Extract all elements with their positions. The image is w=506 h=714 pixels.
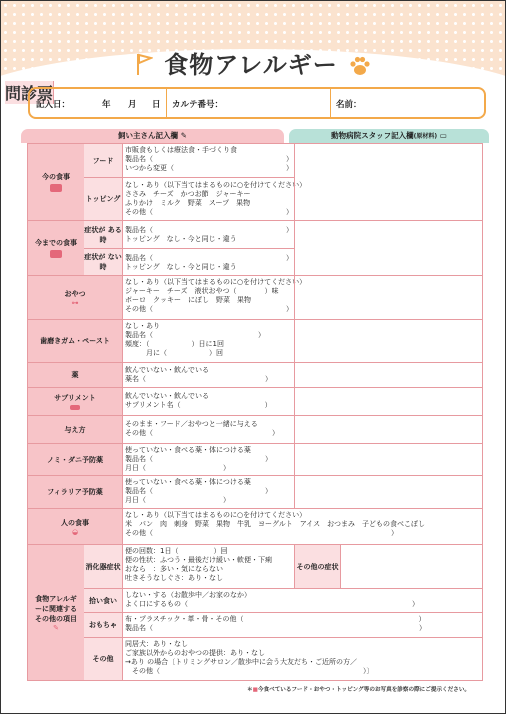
other-field[interactable]: 同居犬：あり・なし ご家族以外からのおやつの提供：あり・なし →あり の場合〔トリミングサロン／散歩中に会う大友だち・ご近所の方／ その他（ ）〕	[125, 640, 374, 675]
human-food-category: 人の食事 ◒	[28, 509, 123, 544]
supplement-category: サプリメント	[28, 388, 123, 415]
footer-note: ＊■今食べているフード・おやつ・トッピング等のお写真を診察の際にご提示ください。	[247, 687, 471, 693]
flea-category: ノミ・ダニ予防薬	[28, 444, 123, 475]
title-sub: 問診票	[5, 81, 54, 104]
filaria-category: フィラリア予防薬	[28, 476, 123, 508]
info-bar	[28, 87, 486, 119]
day-label: 日	[152, 100, 161, 110]
staff-column[interactable]	[294, 144, 483, 508]
pickup-label: 拾い食い	[84, 589, 123, 612]
symptom-yes-field[interactable]: 製品名（ ） トッピング なし・今と同じ・違う	[125, 226, 293, 243]
symptom-no-field[interactable]: 製品名（ ） トッピング なし・今と同じ・違う	[125, 254, 293, 271]
digest-label: 消化器症状	[84, 545, 123, 588]
pill-icon	[70, 405, 80, 410]
medicine-category: 薬	[28, 363, 123, 387]
title-main: 食物アレルギー	[164, 51, 338, 79]
pickup-field[interactable]: しない・する（お散歩中／お家のなか） よく口にするもの（ ）	[125, 591, 419, 608]
medicine-field[interactable]: 飲んでいない・飲んでいる 薬名（ ）	[125, 366, 272, 383]
paw-icon	[349, 55, 371, 81]
toy-label: おもちゃ	[84, 613, 123, 637]
food-label: フード	[84, 144, 123, 177]
page-title	[1, 45, 505, 103]
folder-icon: ▭	[439, 131, 447, 140]
pencil-icon: ✎	[180, 131, 187, 140]
symptom-no-label: 症状が ない時	[84, 249, 123, 275]
topping-label: トッピング	[84, 178, 123, 220]
snack-category: おやつ ⊶	[28, 276, 123, 319]
year-label: 年	[102, 100, 111, 110]
how-give-field[interactable]: そのまま・フード／おやつと一緒に与える その他（ ）	[125, 420, 279, 437]
current-food-category: 今の食事	[28, 144, 85, 220]
human-food-field[interactable]: なし・あり（以下当てはまるものに○を付けてください） 米 パン 肉 刺身 野菜 果物 牛乳 ヨーグルト アイス おつまみ 子どもの食べこぼし その他（ ）	[125, 511, 426, 537]
other-label: その他	[84, 638, 123, 680]
flea-field[interactable]: 使っていない・食べる薬・体につける薬 製品名（ ） 月日（ ）	[125, 446, 272, 472]
bone-icon: ⊶	[71, 298, 79, 307]
past-food-category: 今までの食事	[28, 221, 85, 275]
other-symptom-label: その他の症状	[294, 545, 341, 588]
food-field[interactable]: 市販食もしくは療法食・手づくり食 製品名（ ） いつから変更（ ）	[125, 146, 293, 172]
filaria-field[interactable]: 使っていない・食べる薬・体につける薬 製品名（ ） 月日（ ）	[125, 478, 272, 504]
dental-field[interactable]: なし・あり 製品名（ ） 頻度：（ ）日に1回 月に（ ）回	[125, 322, 265, 357]
camera-icon: ■	[252, 687, 258, 693]
topping-field[interactable]: なし・あり（以下当てはまるものに○を付けてください） ささみ チーズ かつお節 ジャーキー ふりかけ ミルク 野菜 スープ 果物 その他（ ）	[125, 181, 307, 216]
bowl-icon	[50, 250, 62, 258]
how-give-category: 与え方	[28, 416, 123, 443]
staff-section-header: 動物病院スタッフ記入欄(原材料) ▭	[289, 129, 489, 143]
flag-icon	[135, 52, 153, 80]
bowl-icon	[50, 184, 62, 192]
chart-number-label: カルテ番号：	[172, 100, 224, 110]
form-grid	[27, 143, 483, 681]
toy-field[interactable]: 布・プラスチック・革・骨・その他（ ） 製品名（ ）	[125, 615, 426, 632]
bowl-icon: ◒	[71, 527, 79, 536]
owner-section-header: 飼い主さん記入欄 ✎	[21, 129, 284, 143]
pencil-icon: ✎	[53, 623, 59, 632]
digest-field[interactable]: 便の回数：1日（ ）回 便の性状：ふつう・最後だけ緩い・軟便・下痢 おなら ：多い・気にならない 吐きそうなしぐさ：あり・なし	[125, 547, 272, 582]
symptom-yes-label: 症状が ある時	[84, 221, 123, 248]
supplement-field[interactable]: 飲んでいない・飲んでいる サプリメント名（ ）	[125, 392, 272, 409]
name-label: 名前：	[336, 100, 362, 110]
related-category: 食物アレルギーに関連するその他の項目 ✎	[28, 545, 85, 680]
date-label: 記入日：	[36, 100, 71, 110]
dental-category: 歯磨きガム・ペースト	[28, 320, 123, 362]
snack-field[interactable]: なし・あり（以下当てはまるものに○を付けてください） ジャーキー チーズ 液状おやつ（ ）味 ボーロ クッキー にぼし 野菜 果物 その他（ ）	[125, 278, 307, 313]
month-label: 月	[128, 100, 137, 110]
